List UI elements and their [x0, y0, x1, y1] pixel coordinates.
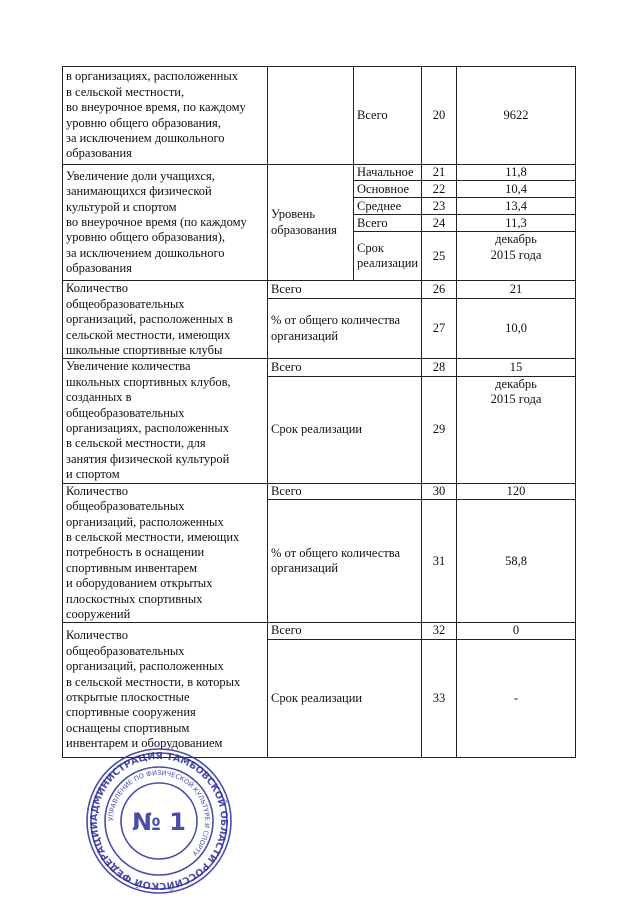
value-cell: 10,4: [457, 181, 576, 198]
value-cell: декабрь 2015 года: [457, 232, 576, 281]
svg-text:АДМИНИСТРАЦИЯ ТАМБОВСКОЙ ОБЛАС: АДМИНИСТРАЦИЯ ТАМБОВСКОЙ ОБЛАСТИ РОССИЙСКОЙ ФЕДЕРАЦИИ: [88, 750, 230, 892]
indicators-table: [62, 66, 576, 758]
value-cell: 120: [457, 483, 576, 500]
indicator-cell: Начальное: [354, 165, 422, 181]
indicator-cell: Основное: [354, 181, 422, 198]
row-number: 25: [422, 232, 457, 281]
table-row: [63, 281, 576, 299]
value-cell: -: [457, 639, 576, 757]
row-number: 27: [422, 299, 457, 359]
svg-text:УПРАВЛЕНИЕ ПО ФИЗИЧЕСКОЙ КУЛЬТ: УПРАВЛЕНИЕ ПО ФИЗИЧЕСКОЙ КУЛЬТУРЕ И СПОРТУ: [106, 768, 212, 858]
value-cell: 58,8: [457, 500, 576, 623]
value-cell: 15: [457, 359, 576, 376]
indicator-cell: Срок реализации: [268, 639, 422, 757]
value-cell: 10,0: [457, 299, 576, 359]
row-number: 32: [422, 623, 457, 639]
table-body: [63, 67, 576, 758]
table-row: [63, 67, 576, 165]
indicator-cell: Всего: [268, 623, 422, 639]
value-cell: 11,8: [457, 165, 576, 181]
row-number: 23: [422, 198, 457, 215]
official-seal-stamp: [84, 746, 234, 896]
row-number: 20: [422, 67, 457, 165]
indicator-cell: Среднее: [354, 198, 422, 215]
row-number: 30: [422, 483, 457, 500]
value-cell: 11,3: [457, 215, 576, 232]
row-number: 31: [422, 500, 457, 623]
row-number: 21: [422, 165, 457, 181]
value-cell: 0: [457, 623, 576, 639]
indicator-cell: Срок реализации: [268, 376, 422, 483]
value-cell: декабрь 2015 года: [457, 376, 576, 483]
indicator-cell: Срок реализации: [354, 232, 422, 281]
row-number: 24: [422, 215, 457, 232]
section-cell: Увеличение количества школьных спортивных клубов, созданных в общеобразовательных организациях, расположенных в сельской местности, для занятия физической культурой и спортом: [63, 359, 268, 483]
level-cell: [268, 67, 354, 165]
section-cell: Количество общеобразовательных организаций, расположенных в сельской местности, имеющих школьные спортивные клубы: [63, 281, 268, 359]
indicator-cell: Всего: [268, 281, 422, 299]
row-number: 29: [422, 376, 457, 483]
value-cell: 13,4: [457, 198, 576, 215]
level-cell: Уровень образования: [268, 165, 354, 281]
section-cell: Количество общеобразовательных организаций, расположенных в сельской местности, в которых открытые плоскостные спортивные сооружения оснащены спортивным инвентарем и оборудованием: [63, 623, 268, 757]
section-cell: Количество общеобразовательных организаций, расположенных в сельской местности, имеющих потребность в оснащении спортивным инвентарем и оборудованием открытых плоскостных спортивных сооружений: [63, 483, 268, 623]
indicator-cell: Всего: [354, 215, 422, 232]
table-row: [63, 483, 576, 500]
value-cell: 21: [457, 281, 576, 299]
value-cell: 9622: [457, 67, 576, 165]
indicator-cell: Всего: [268, 483, 422, 500]
section-cell: в организациях, расположенных в сельской местности, во внеурочное время, по каждому уровню общего образования, за исключением дошкольного образования: [63, 67, 268, 165]
svg-text:№ 1: № 1: [132, 808, 186, 836]
indicator-cell: % от общего количества организаций: [268, 500, 422, 623]
indicator-cell: Всего: [354, 67, 422, 165]
row-number: 22: [422, 181, 457, 198]
table-row: [63, 623, 576, 639]
row-number: 28: [422, 359, 457, 376]
indicator-cell: Всего: [268, 359, 422, 376]
indicator-cell: % от общего количества организаций: [268, 299, 422, 359]
table-row: [63, 165, 576, 181]
table-row: [63, 359, 576, 376]
row-number: 26: [422, 281, 457, 299]
row-number: 33: [422, 639, 457, 757]
section-cell: Увеличение доли учащихся, занимающихся физической культурой и спортом во внеурочное время (по каждому уровню общего образования), за исключением дошкольного образования: [63, 165, 268, 281]
